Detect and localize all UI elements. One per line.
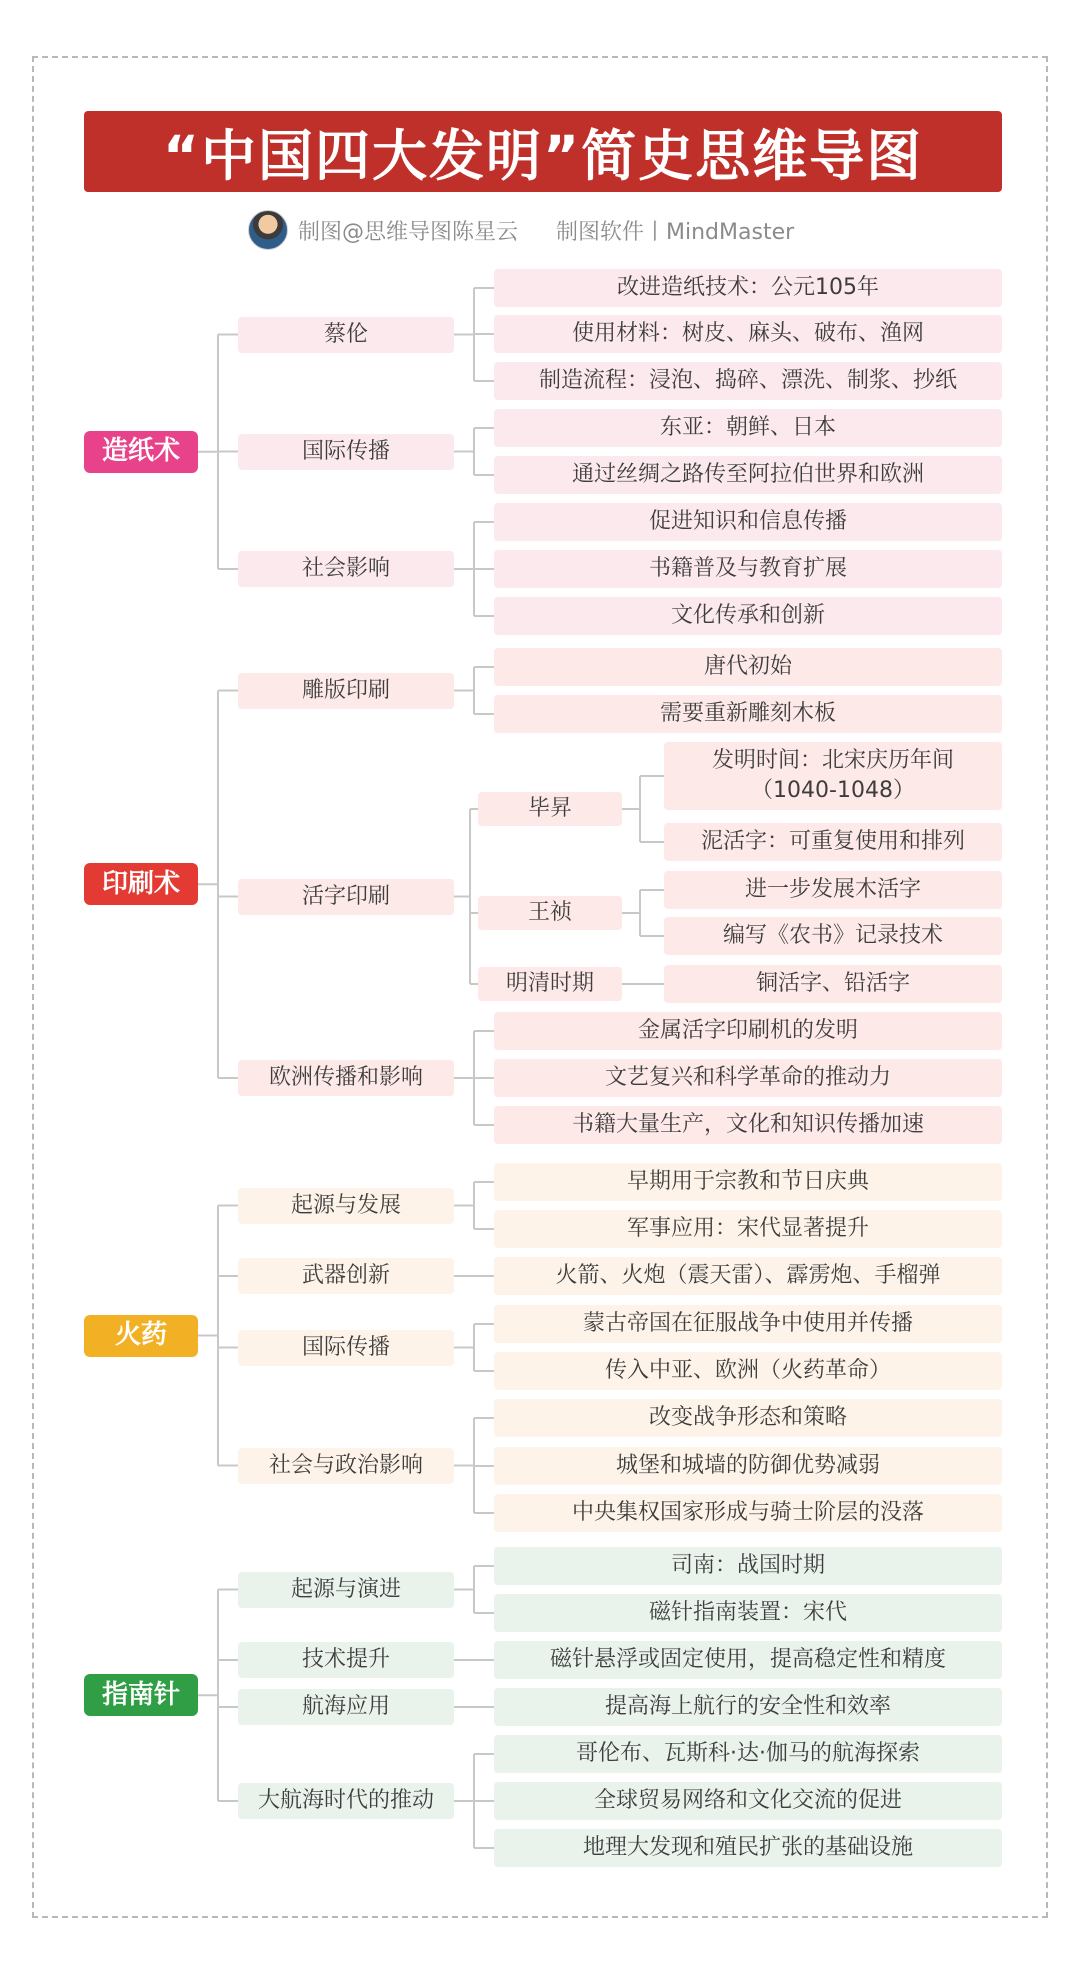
topic-node: 起源与演进	[238, 1572, 454, 1608]
author-credit: 制图@思维导图陈星云	[298, 219, 519, 245]
leaf-node: 制造流程：浸泡、捣碎、漂洗、制浆、抄纸	[494, 362, 1002, 400]
root-node: 造纸术	[84, 431, 198, 473]
leaf-node: 司南：战国时期	[494, 1547, 1002, 1585]
leaf-node: 书籍普及与教育扩展	[494, 550, 1002, 588]
leaf-node: 金属活字印刷机的发明	[494, 1012, 1002, 1050]
page-title: “中国四大发明”简史思维导图	[162, 124, 924, 188]
root-node: 火药	[84, 1315, 198, 1357]
topic-node: 雕版印刷	[238, 673, 454, 709]
leaf-node: 地理大发现和殖民扩张的基础设施	[494, 1829, 1002, 1867]
leaf-node: 需要重新雕刻木板	[494, 695, 1002, 733]
leaf-node: 中央集权国家形成与骑士阶层的没落	[494, 1494, 1002, 1532]
leaf-node: 文化传承和创新	[494, 597, 1002, 635]
topic-node: 活字印刷	[238, 879, 454, 915]
topic-node: 起源与发展	[238, 1188, 454, 1224]
topic-node: 蔡伦	[238, 317, 454, 353]
leaf-node: 发明时间：北宋庆历年间（1040-1048）	[664, 742, 1002, 810]
leaf-node: 改变战争形态和策略	[494, 1399, 1002, 1437]
topic-node: 武器创新	[238, 1258, 454, 1294]
topic-node: 航海应用	[238, 1689, 454, 1725]
topic-node: 社会与政治影响	[238, 1448, 454, 1484]
topic-node: 国际传播	[238, 1330, 454, 1366]
sub-node: 明清时期	[478, 967, 622, 1001]
leaf-node: 东亚：朝鲜、日本	[494, 409, 1002, 447]
root-node: 指南针	[84, 1674, 198, 1716]
leaf-node: 使用材料：树皮、麻头、破布、渔网	[494, 315, 1002, 353]
leaf-node: 军事应用：宋代显著提升	[494, 1210, 1002, 1248]
leaf-node: 进一步发展木活字	[664, 871, 1002, 909]
topic-node: 社会影响	[238, 551, 454, 587]
leaf-node: 通过丝绸之路传至阿拉伯世界和欧洲	[494, 456, 1002, 494]
sub-node: 毕昇	[478, 792, 622, 826]
leaf-node: 哥伦布、瓦斯科·达·伽马的航海探索	[494, 1735, 1002, 1773]
leaf-node: 文艺复兴和科学革命的推动力	[494, 1059, 1002, 1097]
root-node: 印刷术	[84, 863, 198, 905]
leaf-node: 改进造纸技术：公元105年	[494, 269, 1002, 307]
topic-node: 国际传播	[238, 434, 454, 470]
leaf-node: 全球贸易网络和文化交流的促进	[494, 1782, 1002, 1820]
leaf-node: 铜活字、铅活字	[664, 965, 1002, 1003]
leaf-node: 促进知识和信息传播	[494, 503, 1002, 541]
leaf-node: 磁针悬浮或固定使用，提高稳定性和精度	[494, 1641, 1002, 1679]
leaf-node: 磁针指南装置：宋代	[494, 1594, 1002, 1632]
leaf-node: 传入中亚、欧洲（火药革命）	[494, 1352, 1002, 1390]
leaf-node: 城堡和城墙的防御优势减弱	[494, 1447, 1002, 1485]
leaf-node: 书籍大量生产，文化和知识传播加速	[494, 1106, 1002, 1144]
leaf-node: 蒙古帝国在征服战争中使用并传播	[494, 1305, 1002, 1343]
leaf-node: 火箭、火炮（震天雷）、霹雳炮、手榴弹	[494, 1257, 1002, 1295]
topic-node: 欧洲传播和影响	[238, 1060, 454, 1096]
sub-node: 王祯	[478, 896, 622, 930]
leaf-node: 唐代初始	[494, 648, 1002, 686]
leaf-node: 早期用于宗教和节日庆典	[494, 1163, 1002, 1201]
software-credit: 制图软件丨MindMaster	[556, 219, 795, 245]
leaf-node: 编写《农书》记录技术	[664, 917, 1002, 955]
leaf-node: 泥活字：可重复使用和排列	[664, 823, 1002, 861]
topic-node: 技术提升	[238, 1642, 454, 1678]
topic-node: 大航海时代的推动	[238, 1783, 454, 1819]
leaf-node: 提高海上航行的安全性和效率	[494, 1688, 1002, 1726]
